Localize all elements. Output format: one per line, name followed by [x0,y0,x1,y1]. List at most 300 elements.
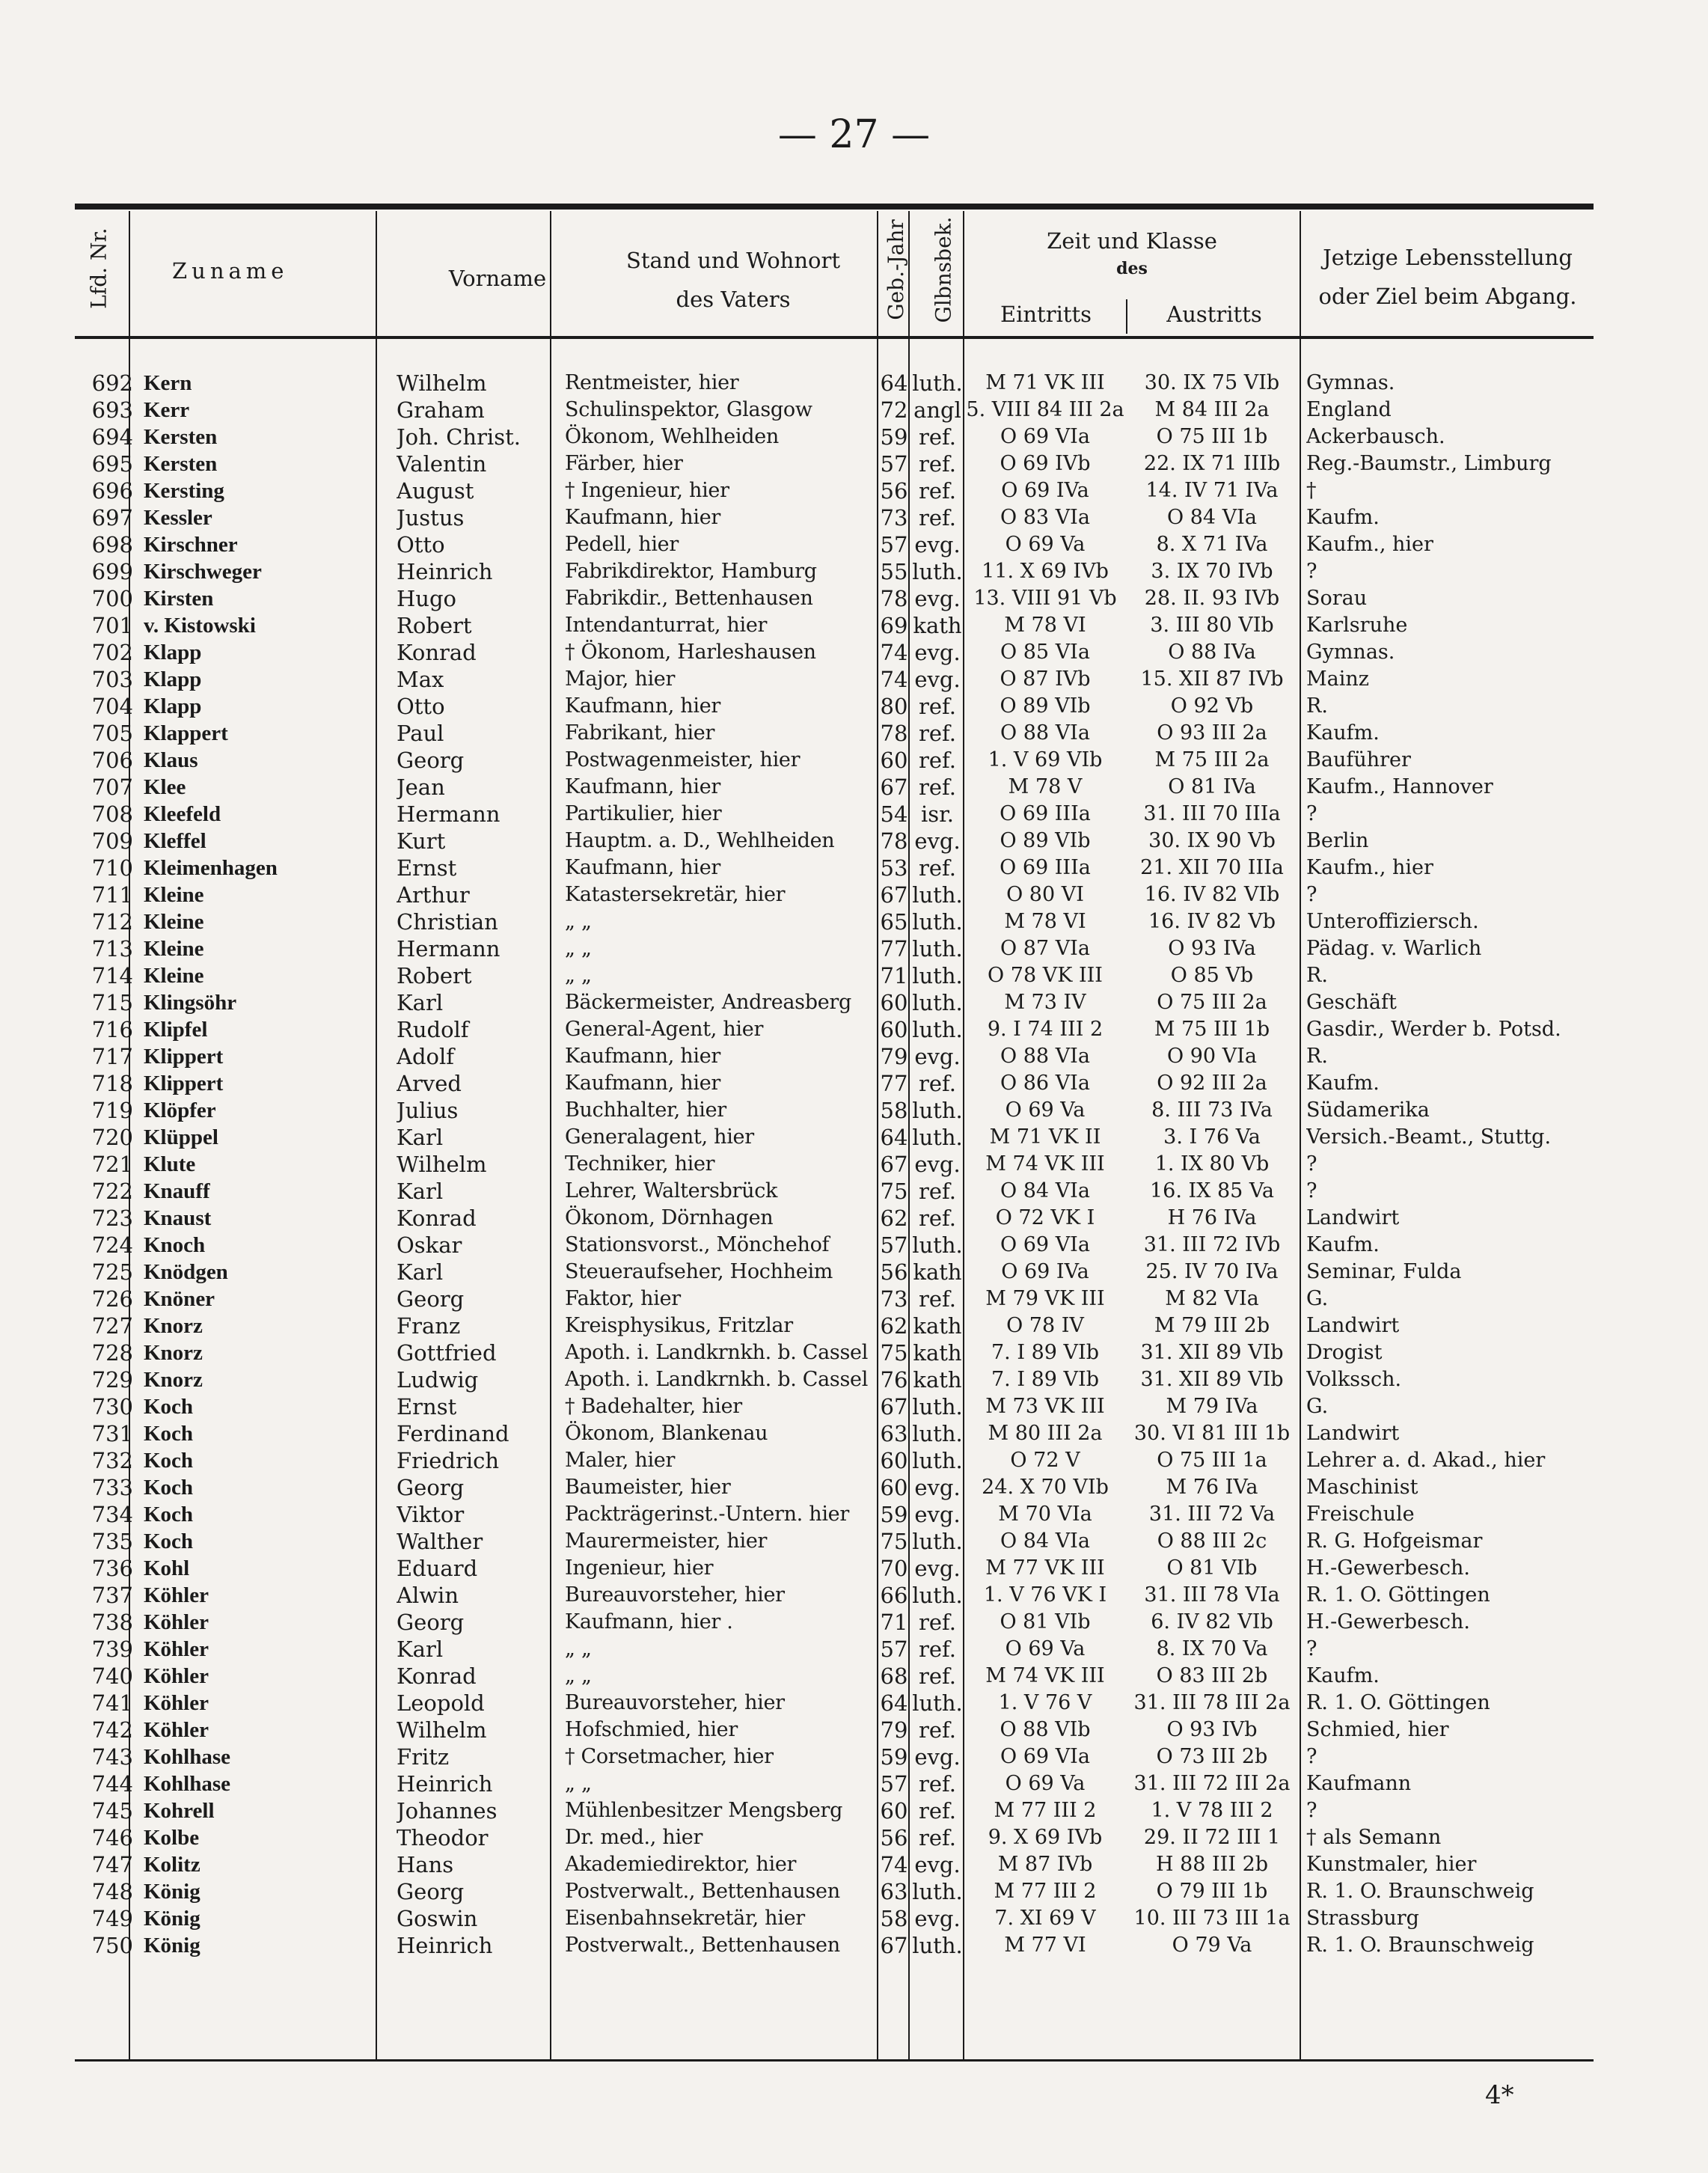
birth-year-cell: 76 [880,1367,908,1393]
exit-cell: 15. XII 87 IVb [1140,667,1284,691]
table-row [75,1609,1594,1636]
religion-cell: evg. [914,640,961,665]
first-name-cell: Karl [397,1259,444,1285]
religion-cell: angl [913,397,961,423]
column-header-leben-line2: oder Ziel beim Abgang. [1318,284,1577,309]
entry-cell: 7. XI 69 V [994,1907,1096,1930]
father-occupation-cell: „ „ [565,1772,592,1795]
religion-cell: ref. [919,694,956,719]
father-occupation-cell: Faktor, hier [565,1287,681,1310]
table-row [75,1932,1594,1959]
row-number: 721 [91,1152,133,1177]
surname-cell: Köhler [144,1664,209,1688]
entry-cell: M 71 VK II [989,1125,1101,1149]
surname-cell: Knoch [144,1233,206,1257]
exit-cell: M 84 III 2a [1154,398,1270,421]
current-position-cell: ? [1306,1179,1317,1202]
first-name-cell: Heinrich [397,1933,493,1958]
table-row [75,1501,1594,1528]
row-number: 725 [91,1259,133,1285]
row-number: 747 [91,1852,133,1877]
exit-cell: 1. V 78 III 2 [1151,1799,1273,1822]
religion-cell: ref. [919,1771,956,1797]
row-number: 724 [91,1232,133,1258]
birth-year-cell: 73 [880,505,908,531]
table-row [75,666,1594,693]
current-position-cell: Kaufm. [1306,506,1380,529]
surname-cell: Kirsten [144,587,214,611]
current-position-cell: H.-Gewerbesch. [1306,1556,1471,1580]
entry-cell: M 77 VI [1004,1934,1086,1957]
table-row [75,504,1594,531]
signature-mark: 4* [1485,2080,1514,2110]
father-occupation-cell: Hauptm. a. D., Wehlheiden [565,829,835,852]
surname-cell: Kohl [144,1556,190,1580]
table-row [75,801,1594,828]
birth-year-cell: 64 [880,370,908,396]
row-number: 732 [91,1448,133,1473]
birth-year-cell: 74 [880,667,908,692]
religion-cell: kath [913,1340,962,1366]
religion-cell: luth. [912,1879,963,1904]
first-name-cell: Ernst [397,855,457,881]
entry-cell: O 69 IVb [1000,452,1091,475]
religion-cell: ref. [919,721,956,746]
current-position-cell: Bauführer [1306,748,1411,771]
religion-cell: ref. [919,1717,956,1743]
column-header-eintritt: Eintritts [1000,302,1092,327]
current-position-cell: Lehrer a. d. Akad., hier [1306,1449,1546,1472]
entry-cell: O 89 VIb [1000,829,1091,852]
exit-cell: 31. III 72 Va [1148,1503,1276,1526]
current-position-cell: Berlin [1306,829,1369,852]
column-header-zeit-line2: des [1116,259,1148,278]
birth-year-cell: 58 [880,1098,908,1123]
father-occupation-cell: Akademiedirektor, hier [565,1853,797,1876]
current-position-cell: R. 1. O. Braunschweig [1306,1880,1534,1903]
table-body [75,370,1594,1959]
row-number: 746 [91,1825,133,1850]
first-name-cell: Arthur [397,882,470,908]
current-position-cell: Südamerika [1306,1098,1430,1122]
birth-year-cell: 74 [880,1852,908,1877]
row-number: 708 [91,801,133,827]
religion-cell: luth. [912,559,963,584]
entry-cell: 7. I 89 VIb [991,1368,1099,1391]
religion-cell: kath [913,1259,962,1285]
table-row [75,774,1594,801]
exit-cell: M 79 IVa [1166,1395,1258,1418]
table-row [75,1743,1594,1770]
current-position-cell: H.-Gewerbesch. [1306,1610,1471,1633]
first-name-cell: Julius [397,1098,459,1123]
birth-year-cell: 64 [880,1690,908,1716]
surname-cell: Klapp [144,641,202,664]
father-occupation-cell: Intendanturrat, hier [565,614,768,637]
exit-cell: M 82 VIa [1165,1287,1259,1310]
row-number: 749 [91,1906,133,1931]
table-row [75,1286,1594,1312]
religion-cell: kath [913,1367,962,1393]
eintritt-austritt-divider [1126,299,1127,334]
surname-cell: Koch [144,1476,194,1500]
birth-year-cell: 57 [880,451,908,477]
current-position-cell: ? [1306,802,1317,825]
current-position-cell: Geschäft [1306,991,1397,1014]
religion-cell: luth. [912,990,963,1015]
religion-cell: evg. [914,586,961,611]
religion-cell: ref. [919,1825,956,1850]
first-name-cell: Konrad [397,1205,477,1231]
current-position-cell: Pädag. v. Warlich [1306,937,1482,960]
birth-year-cell: 62 [880,1313,908,1339]
exit-cell: 3. III 80 VIb [1150,614,1274,637]
entry-cell: O 69 Va [1005,1772,1086,1795]
surname-cell: Klapp [144,667,202,691]
table-row [75,720,1594,747]
table-row [75,1797,1594,1824]
exit-cell: O 75 III 1b [1156,425,1268,448]
first-name-cell: Gottfried [397,1340,497,1366]
exit-cell: O 92 III 2a [1157,1072,1267,1095]
header-bottom-rule [75,336,1594,339]
birth-year-cell: 64 [880,1125,908,1150]
birth-year-cell: 57 [880,1771,908,1797]
surname-cell: Knorz [144,1314,203,1338]
exit-cell: 31. III 72 IVb [1143,1233,1281,1256]
religion-cell: evg. [914,1502,961,1527]
exit-cell: 3. I 76 Va [1163,1125,1261,1149]
surname-cell: Knödgen [144,1260,228,1284]
entry-cell: O 72 VK I [995,1206,1095,1229]
exit-cell: 8. X 71 IVa [1156,533,1268,556]
birth-year-cell: 62 [880,1205,908,1231]
entry-cell: 5. VIII 84 III 2a [966,398,1124,421]
current-position-cell: Seminar, Fulda [1306,1260,1462,1283]
current-position-cell: Versich.-Beamt., Stuttg. [1306,1125,1552,1149]
birth-year-cell: 67 [880,774,908,800]
table-row [75,612,1594,639]
current-position-cell: Volkssch. [1306,1368,1402,1391]
father-occupation-cell: Pedell, hier [565,533,679,556]
table-row [75,1097,1594,1124]
first-name-cell: Johannes [397,1798,498,1824]
surname-cell: Kersting [144,479,224,503]
current-position-cell: Kaufm., hier [1306,533,1433,556]
row-number: 710 [91,855,133,881]
first-name-cell: August [397,478,474,504]
father-occupation-cell: Bureauvorsteher, hier [565,1583,785,1607]
religion-cell: ref. [919,478,956,504]
birth-year-cell: 54 [880,801,908,827]
exit-cell: 21. XII 70 IIIa [1140,856,1284,879]
current-position-cell: Unteroffiziersch. [1306,910,1479,933]
column-header-zuname: Zuname [172,258,289,284]
first-name-cell: Arved [397,1071,462,1096]
father-occupation-cell: General-Agent, hier [565,1018,764,1041]
entry-cell: 13. VIII 91 Vb [973,587,1117,610]
entry-cell: 1. V 76 VK I [983,1583,1107,1607]
current-position-cell: Freischule [1306,1503,1415,1526]
table-row [75,1339,1594,1366]
first-name-cell: Leopold [397,1690,485,1716]
entry-cell: O 83 VIa [1000,506,1090,529]
current-position-cell: Landwirt [1306,1314,1400,1337]
religion-cell: evg. [914,532,961,557]
surname-cell: Knorz [144,1341,203,1365]
surname-cell: Köhler [144,1610,209,1634]
father-occupation-cell: Packträgerinst.-Untern. hier [565,1503,849,1526]
entry-cell: 1. V 76 V [998,1691,1092,1714]
religion-cell: ref. [919,1610,956,1635]
surname-cell: Kirschner [144,533,238,557]
first-name-cell: Fritz [397,1744,450,1770]
exit-cell: 29. II 72 III 1 [1143,1826,1281,1849]
row-number: 741 [91,1690,133,1716]
entry-cell: 1. V 69 VIb [988,748,1103,771]
row-number: 713 [91,936,133,962]
table-row [75,1824,1594,1851]
first-name-cell: Georg [397,1610,465,1635]
row-number: 716 [91,1017,133,1042]
row-number: 709 [91,828,133,854]
row-number: 727 [91,1313,133,1339]
birth-year-cell: 56 [880,478,908,504]
birth-year-cell: 67 [880,1933,908,1958]
father-occupation-cell: Dr. med., hier [565,1826,703,1849]
exit-cell: 31. III 78 III 2a [1133,1691,1291,1714]
entry-cell: M 77 III 2 [994,1799,1097,1822]
birth-year-cell: 78 [880,828,908,854]
father-occupation-cell: Katastersekretär, hier [565,883,786,906]
religion-cell: ref. [919,1798,956,1824]
current-position-cell: Kaufmann [1306,1772,1412,1795]
birth-year-cell: 67 [880,882,908,908]
first-name-cell: Franz [397,1313,461,1339]
table-header [75,211,1594,335]
birth-year-cell: 56 [880,1825,908,1850]
first-name-cell: Hugo [397,586,456,611]
first-name-cell: Oskar [397,1232,462,1258]
first-name-cell: Ludwig [397,1367,479,1393]
row-number: 694 [91,424,133,450]
current-position-cell: England [1306,398,1392,421]
entry-cell: M 78 VI [1004,614,1086,637]
current-position-cell: Kaufm. [1306,721,1380,745]
surname-cell: Köhler [144,1718,209,1742]
current-position-cell: † [1306,479,1317,502]
religion-cell: luth. [912,1125,963,1150]
entry-cell: O 84 VIa [1000,1179,1090,1202]
exit-cell: 25. IV 70 IVa [1145,1260,1279,1283]
first-name-cell: Goswin [397,1906,478,1931]
first-name-cell: Otto [397,532,445,557]
first-name-cell: Graham [397,397,485,423]
birth-year-cell: 73 [880,1286,908,1312]
religion-cell: luth. [912,1933,963,1958]
father-occupation-cell: Rentmeister, hier [565,371,739,394]
row-number: 726 [91,1286,133,1312]
row-number: 748 [91,1879,133,1904]
current-position-cell: ? [1306,1799,1317,1822]
entry-cell: O 69 Va [1005,533,1086,556]
father-occupation-cell: Kreisphysikus, Fritzlar [565,1314,793,1337]
father-occupation-cell: Fabrikdirektor, Hamburg [565,560,817,583]
column-header-stand-line1: Stand und Wohnort [625,248,841,273]
exit-cell: 28. II. 93 IVb [1144,587,1280,610]
row-number: 696 [91,478,133,504]
current-position-cell: Ackerbausch. [1306,425,1445,448]
table-row [75,1259,1594,1286]
exit-cell: 3. IX 70 IVb [1151,560,1273,583]
entry-cell: O 88 VIa [1000,1045,1090,1068]
surname-cell: Klöpfer [144,1098,216,1122]
father-occupation-cell: † Ingenieur, hier [565,479,729,502]
entry-cell: 9. I 74 III 2 [987,1018,1104,1041]
current-position-cell: Strassburg [1306,1907,1419,1930]
row-number: 715 [91,990,133,1015]
birth-year-cell: 60 [880,1475,908,1500]
birth-year-cell: 57 [880,1232,908,1258]
surname-cell: Klappert [144,721,228,745]
birth-year-cell: 59 [880,1744,908,1770]
entry-cell: M 74 VK III [985,1152,1105,1176]
surname-cell: Klipfel [144,1018,208,1042]
entry-cell: O 69 IVa [1001,1260,1089,1283]
father-occupation-cell: Maler, hier [565,1449,676,1472]
table-row [75,1393,1594,1420]
column-header-zeit-line1: Zeit und Klasse [1047,228,1217,254]
current-position-cell: ? [1306,883,1317,906]
exit-cell: 1. IX 80 Vb [1154,1152,1270,1176]
father-occupation-cell: Steueraufseher, Hochheim [565,1260,833,1283]
page-number: — 27 — [777,112,931,157]
surname-cell: Kleine [144,964,204,988]
exit-cell: 8. III 73 IVa [1151,1098,1273,1122]
entry-cell: O 85 VIa [1000,641,1090,664]
exit-cell: M 79 III 2b [1154,1314,1270,1337]
religion-cell: ref. [919,774,956,800]
surname-cell: Klee [144,775,186,799]
entry-cell: M 78 V [1008,775,1083,798]
row-number: 743 [91,1744,133,1770]
table-row [75,1205,1594,1232]
table-row [75,1770,1594,1797]
religion-cell: evg. [914,667,961,692]
table-row [75,1663,1594,1690]
row-number: 695 [91,451,133,477]
birth-year-cell: 67 [880,1394,908,1419]
birth-year-cell: 80 [880,694,908,719]
row-number: 693 [91,397,133,423]
surname-cell: Kersten [144,452,218,476]
first-name-cell: Viktor [397,1502,465,1527]
exit-cell: O 75 III 1a [1157,1449,1267,1472]
table-row [75,1690,1594,1717]
table-row [75,1124,1594,1151]
surname-cell: Knauff [144,1179,210,1203]
birth-year-cell: 66 [880,1583,908,1608]
religion-cell: ref. [919,855,956,881]
birth-year-cell: 77 [880,936,908,962]
birth-year-cell: 60 [880,748,908,773]
first-name-cell: Karl [397,1125,444,1150]
table-row [75,908,1594,935]
surname-cell: König [144,1907,201,1931]
entry-cell: O 87 IVb [1000,667,1091,691]
religion-cell: isr. [920,801,955,827]
row-number: 739 [91,1636,133,1662]
row-number: 705 [91,721,133,746]
current-position-cell: Kaufm. [1306,1664,1380,1687]
row-number: 722 [91,1179,133,1204]
first-name-cell: Paul [397,721,444,746]
father-occupation-cell: Kaufmann, hier [565,1072,721,1095]
surname-cell: König [144,1880,201,1904]
surname-cell: Klingsöhr [144,991,237,1015]
first-name-cell: Robert [397,613,472,638]
exit-cell: O 73 III 2b [1156,1745,1268,1768]
religion-cell: evg. [914,1044,961,1069]
father-occupation-cell: Ökonom, Dörnhagen [565,1206,774,1229]
current-position-cell: Gymnas. [1306,371,1395,394]
first-name-cell: Valentin [397,451,487,477]
exit-cell: O 93 IVb [1166,1718,1258,1741]
current-position-cell: R. [1306,1045,1328,1068]
first-name-cell: Karl [397,1636,444,1662]
current-position-cell: G. [1306,1395,1329,1418]
column-header-nr: Lfd. Nr. [86,227,111,309]
exit-cell: 10. III 73 III 1a [1133,1907,1291,1930]
exit-cell: 30. VI 81 III 1b [1133,1422,1291,1445]
current-position-cell: R. [1306,694,1328,718]
father-occupation-cell: † Ökonom, Harleshausen [565,641,816,664]
exit-cell: M 75 III 2a [1154,748,1270,771]
column-header-religion: Glbnsbek. [931,216,956,323]
father-occupation-cell: Mühlenbesitzer Mengsberg [565,1799,843,1822]
current-position-cell: Kaufm. [1306,1233,1380,1256]
current-position-cell: Mainz [1306,667,1369,691]
birth-year-cell: 55 [880,559,908,584]
table-row [75,397,1594,424]
surname-cell: Koch [144,1449,194,1473]
birth-year-cell: 75 [880,1340,908,1366]
exit-cell: O 81 IVa [1168,775,1256,798]
birth-year-cell: 77 [880,1071,908,1096]
current-position-cell: Kaufm., Hannover [1306,775,1493,798]
row-number: 750 [91,1933,133,1958]
surname-cell: Kleimenhagen [144,856,278,880]
entry-cell: M 73 IV [1004,991,1086,1014]
surname-cell: Koch [144,1503,194,1526]
religion-cell: evg. [914,1744,961,1770]
birth-year-cell: 67 [880,1152,908,1177]
surname-cell: Klippert [144,1045,224,1069]
table-row [75,855,1594,881]
surname-cell: Koch [144,1422,194,1446]
birth-year-cell: 63 [880,1421,908,1446]
current-position-cell: R. [1306,964,1328,987]
entry-cell: O 69 Va [1005,1637,1086,1660]
religion-cell: ref. [919,1071,956,1096]
first-name-cell: Joh. Christ. [397,424,521,450]
row-number: 697 [91,505,133,531]
entry-cell: M 77 VK III [985,1556,1105,1580]
surname-cell: Köhler [144,1637,209,1661]
entry-cell: O 88 VIb [1000,1718,1091,1741]
birth-year-cell: 56 [880,1259,908,1285]
column-header-gebjahr: Geb.-Jahr [883,219,908,320]
